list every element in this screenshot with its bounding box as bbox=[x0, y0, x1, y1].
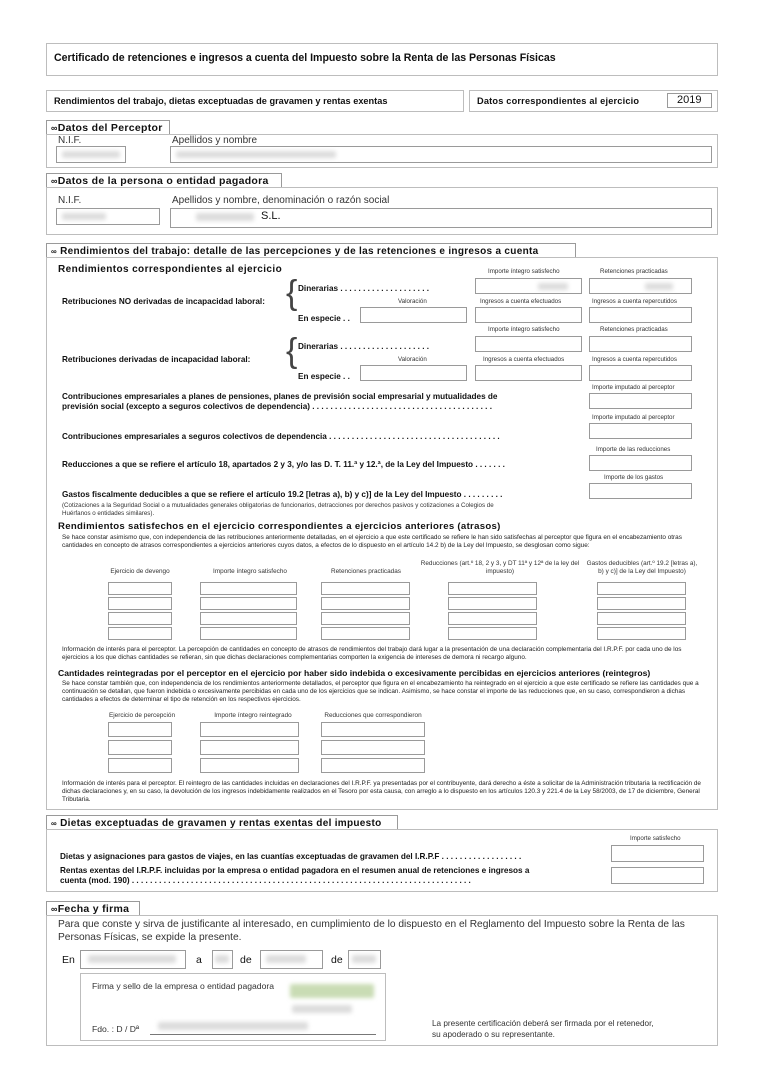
refunds-intro: Se hace constar también que, con independencia de los rendimientos anteriormente detallados, el perceptor que figura en el encabezamiento ha reintegrado en el ejercicio a que este certificado se refiere las cantidades que a continuación se detallan, que fueron indebida o excesivamente percibidas en cada uno de los ejercicios que se indican. Asimismo, se hace constar el importe de las reducciones que, en su caso, correspondieron a dichas cantidades a efectos de determinar el tipo de retención en los respectivos ejercicios. bbox=[62, 680, 699, 704]
col-importe-2: Importe íntegro satisfecho bbox=[488, 326, 560, 333]
especie-2: En especie . . bbox=[298, 372, 350, 381]
brace-2: { bbox=[286, 332, 298, 370]
firm-label: Firma y sello de la empresa o entidad pagadora bbox=[92, 981, 275, 991]
pension-line1: Contribuciones empresariales a planes de pensiones, planes de previsión social empresarial y mutualidades de bbox=[62, 392, 498, 401]
ingresos-especie-2[interactable] bbox=[475, 365, 582, 381]
refunds-cell[interactable] bbox=[200, 722, 299, 737]
importe-dinerarias-1-redacted bbox=[538, 283, 568, 290]
especie-1: En especie . . bbox=[298, 314, 350, 323]
dependency-field[interactable] bbox=[589, 423, 692, 439]
arrears-info: Información de interés para el perceptor. La percepción de cantidades en concepto de atrasos de rendimientos del trabajo dará lugar a la presentación de una declaración complementaria del I.R.P.F. por cada uno de los ejercicios a los que dichas cantidades se refieran, sin que dichas declaraciones complementarias comporten la exigencia de intereses de demora ni recargo alguno. bbox=[62, 646, 682, 662]
payer-nif-redacted bbox=[62, 213, 106, 220]
retenciones-dinerarias-1[interactable] bbox=[589, 278, 692, 294]
travel-field[interactable] bbox=[611, 845, 704, 862]
page-subtitle: Rendimientos del trabajo, dietas exceptuadas de gravamen y rentas exentas bbox=[54, 96, 388, 106]
arrears-col-4: Reducciones (art.º 18, 2 y 3, y DT 11ª y 12ª de la ley del impuesto) bbox=[420, 560, 580, 575]
refunds-col-1: Ejercicio de percepción bbox=[108, 712, 176, 719]
arrears-col-1: Ejercicio de devengo bbox=[110, 568, 170, 575]
arrears-col-5: Gastos deducibles (art.º 19.2 [letras a), b) y c)] de la Ley del Impuesto) bbox=[586, 560, 698, 575]
repercutidos-especie-2[interactable] bbox=[589, 365, 692, 381]
col-valoracion-2: Valoración bbox=[398, 356, 427, 363]
arrears-cell[interactable] bbox=[200, 627, 297, 640]
refunds-cell[interactable] bbox=[321, 722, 425, 737]
arrears-cell[interactable] bbox=[448, 612, 537, 625]
col-ingresos-2: Ingresos a cuenta efectuados bbox=[483, 356, 565, 363]
col-gastos: Importe de los gastos bbox=[604, 474, 664, 481]
day-redacted bbox=[215, 955, 229, 963]
perceptor-tab bbox=[46, 120, 170, 135]
ingresos-especie-1[interactable] bbox=[475, 307, 582, 323]
arrears-cell[interactable] bbox=[448, 627, 537, 640]
arrears-cell[interactable] bbox=[321, 612, 410, 625]
refunds-cell[interactable] bbox=[200, 758, 299, 773]
pension-field[interactable] bbox=[589, 393, 692, 409]
repercutidos-especie-1[interactable] bbox=[589, 307, 692, 323]
valoracion-especie-2[interactable] bbox=[360, 365, 467, 381]
exempt-line2: cuenta (mod. 190) . . . . . . . . . . . . . . . . . . . . . . . . . . . . . . . . . . . . . . . . . . . . . . . . . . . . . . . . . . . . . . . . . . . . . . . . . . . bbox=[60, 876, 471, 885]
retenciones-dinerarias-1-redacted bbox=[645, 283, 673, 290]
firm-stamp-redacted bbox=[290, 984, 374, 998]
a-label: a bbox=[196, 954, 202, 966]
reductions-field[interactable] bbox=[589, 455, 692, 471]
arrears-cell[interactable] bbox=[108, 582, 172, 595]
infinity-icon: ∞ bbox=[51, 176, 58, 186]
perceptor-nif-label: N.I.F. bbox=[58, 135, 82, 146]
place-redacted bbox=[88, 955, 176, 963]
year-redacted bbox=[352, 955, 376, 963]
dinerarias-1: Dinerarias . . . . . . . . . . . . . . . . . . . . bbox=[298, 284, 430, 293]
arrears-cell[interactable] bbox=[597, 582, 686, 595]
signature-text1: Para que conste y sirva de justificante al interesado, en cumplimiento de lo dispuesto en el Reglamento del Impuesto sobre la Renta de las bbox=[58, 919, 685, 930]
arrears-cell[interactable] bbox=[321, 582, 410, 595]
exempt-line1: Rentas exentas del I.R.P.F. incluidas por la empresa o entidad pagadora en el resumen anual de retenciones e ingresos a bbox=[60, 866, 530, 875]
signature-note2: su apoderado o su representante. bbox=[432, 1030, 555, 1039]
arrears-cell[interactable] bbox=[448, 582, 537, 595]
perceptor-nif-redacted bbox=[62, 151, 120, 158]
refunds-cell[interactable] bbox=[321, 740, 425, 755]
no-incapacity-label: Retribuciones NO derivadas de incapacidad laboral: bbox=[62, 297, 265, 306]
allowances-col-importe: Importe satisfecho bbox=[630, 835, 681, 842]
infinity-icon: ∞ bbox=[51, 247, 58, 256]
infinity-icon: ∞ bbox=[51, 904, 58, 914]
col-reducciones: Importe de las reducciones bbox=[596, 446, 671, 453]
expenses-line: Gastos fiscalmente deducibles a que se refiere el artículo 19.2 [letras a), b) y c)] de la Ley del Impuesto . . . . . . . . . bbox=[62, 490, 503, 499]
arrears-intro: Se hace constar asimismo que, con independencia de las retribuciones anteriormente detalladas, en el ejercicio a que este certificado se refiere le han sido satisfechas al perceptor que figura en el encabezamiento otras cantidades en concepto de atrasos correspondientes a ejercicios anteriores cuyos datos, a efectos de lo dispuesto en el artículo 14.2 b) de la Ley del Impuesto, se desglosan como sigue: bbox=[62, 534, 682, 550]
dinerarias-2: Dinerarias . . . . . . . . . . . . . . . . . . . . bbox=[298, 342, 430, 351]
work-income-tab bbox=[46, 243, 576, 258]
work-income-title: Rendimientos del trabajo: detalle de las percepciones y de las retenciones e ingresos a cuenta bbox=[60, 246, 539, 257]
perceptor-name-redacted bbox=[176, 151, 336, 158]
arrears-title: Rendimientos satisfechos en el ejercicio correspondientes a ejercicios anteriores (atrasos) bbox=[58, 521, 501, 532]
arrears-cell[interactable] bbox=[448, 597, 537, 610]
arrears-cell[interactable] bbox=[200, 612, 297, 625]
arrears-cell[interactable] bbox=[597, 597, 686, 610]
allowances-tab bbox=[46, 815, 398, 830]
valoracion-especie-1[interactable] bbox=[360, 307, 467, 323]
arrears-cell[interactable] bbox=[597, 612, 686, 625]
infinity-icon: ∞ bbox=[51, 819, 58, 828]
col-importe-1: Importe íntegro satisfecho bbox=[488, 268, 560, 275]
de2-label: de bbox=[331, 954, 343, 966]
fdo-redacted bbox=[158, 1022, 308, 1030]
col-ingresos-1: Ingresos a cuenta efectuados bbox=[480, 298, 562, 305]
perceptor-title: Datos del Perceptor bbox=[57, 122, 163, 134]
payer-title: Datos de la persona o entidad pagadora bbox=[57, 175, 269, 187]
pension-line2: previsión social (excepto a seguros colectivos de dependencia) . . . . . . . . . . . . . . . . . . . . . . . . . . . . . . . . . . . . . . . . bbox=[62, 402, 492, 411]
firm-stamp-line2-redacted bbox=[292, 1005, 352, 1013]
month-redacted bbox=[266, 955, 306, 963]
arrears-cell[interactable] bbox=[108, 597, 172, 610]
exercise-label: Datos correspondientes al ejercicio bbox=[477, 96, 640, 106]
arrears-cell[interactable] bbox=[597, 627, 686, 640]
refunds-cell[interactable] bbox=[108, 722, 172, 737]
expenses-note2: Huérfanos o entidades similares). bbox=[62, 510, 155, 517]
dependency-line: Contribuciones empresariales a seguros colectivos de dependencia . . . . . . . . . . . . . . . . . . . . . . . . . . . . . . . . . . . . . . bbox=[62, 432, 500, 441]
arrears-cell[interactable] bbox=[200, 597, 297, 610]
fdo-underline bbox=[150, 1034, 376, 1035]
col-valoracion-1: Valoración bbox=[398, 298, 427, 305]
refunds-col-2: Importe íntegro reintegrado bbox=[214, 712, 292, 719]
col-retenciones-2: Retenciones practicadas bbox=[600, 326, 668, 333]
col-repercutidos-1: Ingresos a cuenta repercutidos bbox=[592, 298, 677, 305]
exercise-year: 2019 bbox=[677, 94, 702, 106]
exempt-field[interactable] bbox=[611, 867, 704, 884]
col-imputado-2: Importe imputado al perceptor bbox=[592, 414, 675, 421]
expenses-field[interactable] bbox=[589, 483, 692, 499]
arrears-col-2: Importe íntegro satisfecho bbox=[213, 568, 287, 575]
reductions-line: Reducciones a que se refiere el artículo 18, apartados 2 y 3, y/o las D. T. 11.ª y 12.ª, de la Ley del Impuesto . . . . . . . bbox=[62, 460, 505, 469]
arrears-cell[interactable] bbox=[108, 612, 172, 625]
arrears-cell[interactable] bbox=[200, 582, 297, 595]
brace-1: { bbox=[286, 274, 298, 312]
allowances-title: Dietas exceptuadas de gravamen y rentas exentas del impuesto bbox=[60, 818, 382, 829]
expenses-note1: (Cotizaciones a la Seguridad Social o a mutualidades generales obligatorias de funcionarios, detracciones por derechos pasivos y cotizaciones a Colegios de bbox=[62, 502, 494, 509]
signature-title: Fecha y firma bbox=[57, 903, 130, 915]
arrears-col-3: Retenciones practicadas bbox=[331, 568, 401, 575]
incapacity-label: Retribuciones derivadas de incapacidad laboral: bbox=[62, 355, 251, 364]
travel-line: Dietas y asignaciones para gastos de viajes, en las cuantías exceptuadas de gravamen del I.R.P.F . . . . . . . . . . . . . . . . . . bbox=[60, 852, 522, 861]
payer-name-redacted bbox=[196, 213, 254, 221]
refunds-cell[interactable] bbox=[321, 758, 425, 773]
signature-text2: Personas Físicas, se expide la presente. bbox=[58, 932, 242, 943]
page-title: Certificado de retenciones e ingresos a cuenta del Impuesto sobre la Renta de las Personas Físicas bbox=[54, 52, 556, 64]
fdo-label: Fdo. : D / Dª bbox=[92, 1024, 140, 1034]
perceptor-name-label: Apellidos y nombre bbox=[172, 135, 258, 146]
infinity-icon: ∞ bbox=[51, 123, 58, 133]
refunds-title: Cantidades reintegradas por el perceptor en el ejercicio por haber sido indebida o excesivamente percibidas en ejercicios anteriores (reintegros) bbox=[58, 668, 651, 678]
payer-tab bbox=[46, 173, 282, 188]
payer-nif-label: N.I.F. bbox=[58, 195, 82, 206]
payer-name-label: Apellidos y nombre, denominación o razón social bbox=[172, 195, 390, 206]
refunds-cell[interactable] bbox=[108, 740, 172, 755]
signature-tab bbox=[46, 901, 140, 916]
de-label: de bbox=[240, 954, 252, 966]
col-retenciones-1: Retenciones practicadas bbox=[600, 268, 668, 275]
refunds-cell[interactable] bbox=[108, 758, 172, 773]
refunds-cell[interactable] bbox=[200, 740, 299, 755]
col-imputado-1: Importe imputado al perceptor bbox=[592, 384, 675, 391]
en-label: En bbox=[62, 954, 75, 966]
arrears-cell[interactable] bbox=[321, 597, 410, 610]
retenciones-dinerarias-2[interactable] bbox=[589, 336, 692, 352]
importe-dinerarias-2[interactable] bbox=[475, 336, 582, 352]
signature-note1: La presente certificación deberá ser firmada por el retenedor, bbox=[432, 1019, 654, 1028]
refunds-info: Información de interés para el perceptor. El reintegro de las cantidades incluidas en declaraciones del I.R.P.F. ya presentadas por el contribuyente, dará derecho a éste a solicitar de la Administración tributaria la rectificación de dichas declaraciones y, en su caso, la devolución de los ingresos indebidamente realizados en el Tesoro por esta causa, con arreglo a lo dispuesto en los artículos 120.3 y 221.4 de la Ley 58/2003, de 17 de diciembre, General Tributaria. bbox=[62, 780, 701, 804]
refunds-col-3: Reducciones que correspondieron bbox=[324, 712, 422, 719]
arrears-cell[interactable] bbox=[108, 627, 172, 640]
work-income-subtitle: Rendimientos correspondientes al ejercicio bbox=[58, 264, 283, 275]
payer-name-suffix: S.L. bbox=[261, 210, 281, 222]
arrears-cell[interactable] bbox=[321, 627, 410, 640]
col-repercutidos-2: Ingresos a cuenta repercutidos bbox=[592, 356, 677, 363]
